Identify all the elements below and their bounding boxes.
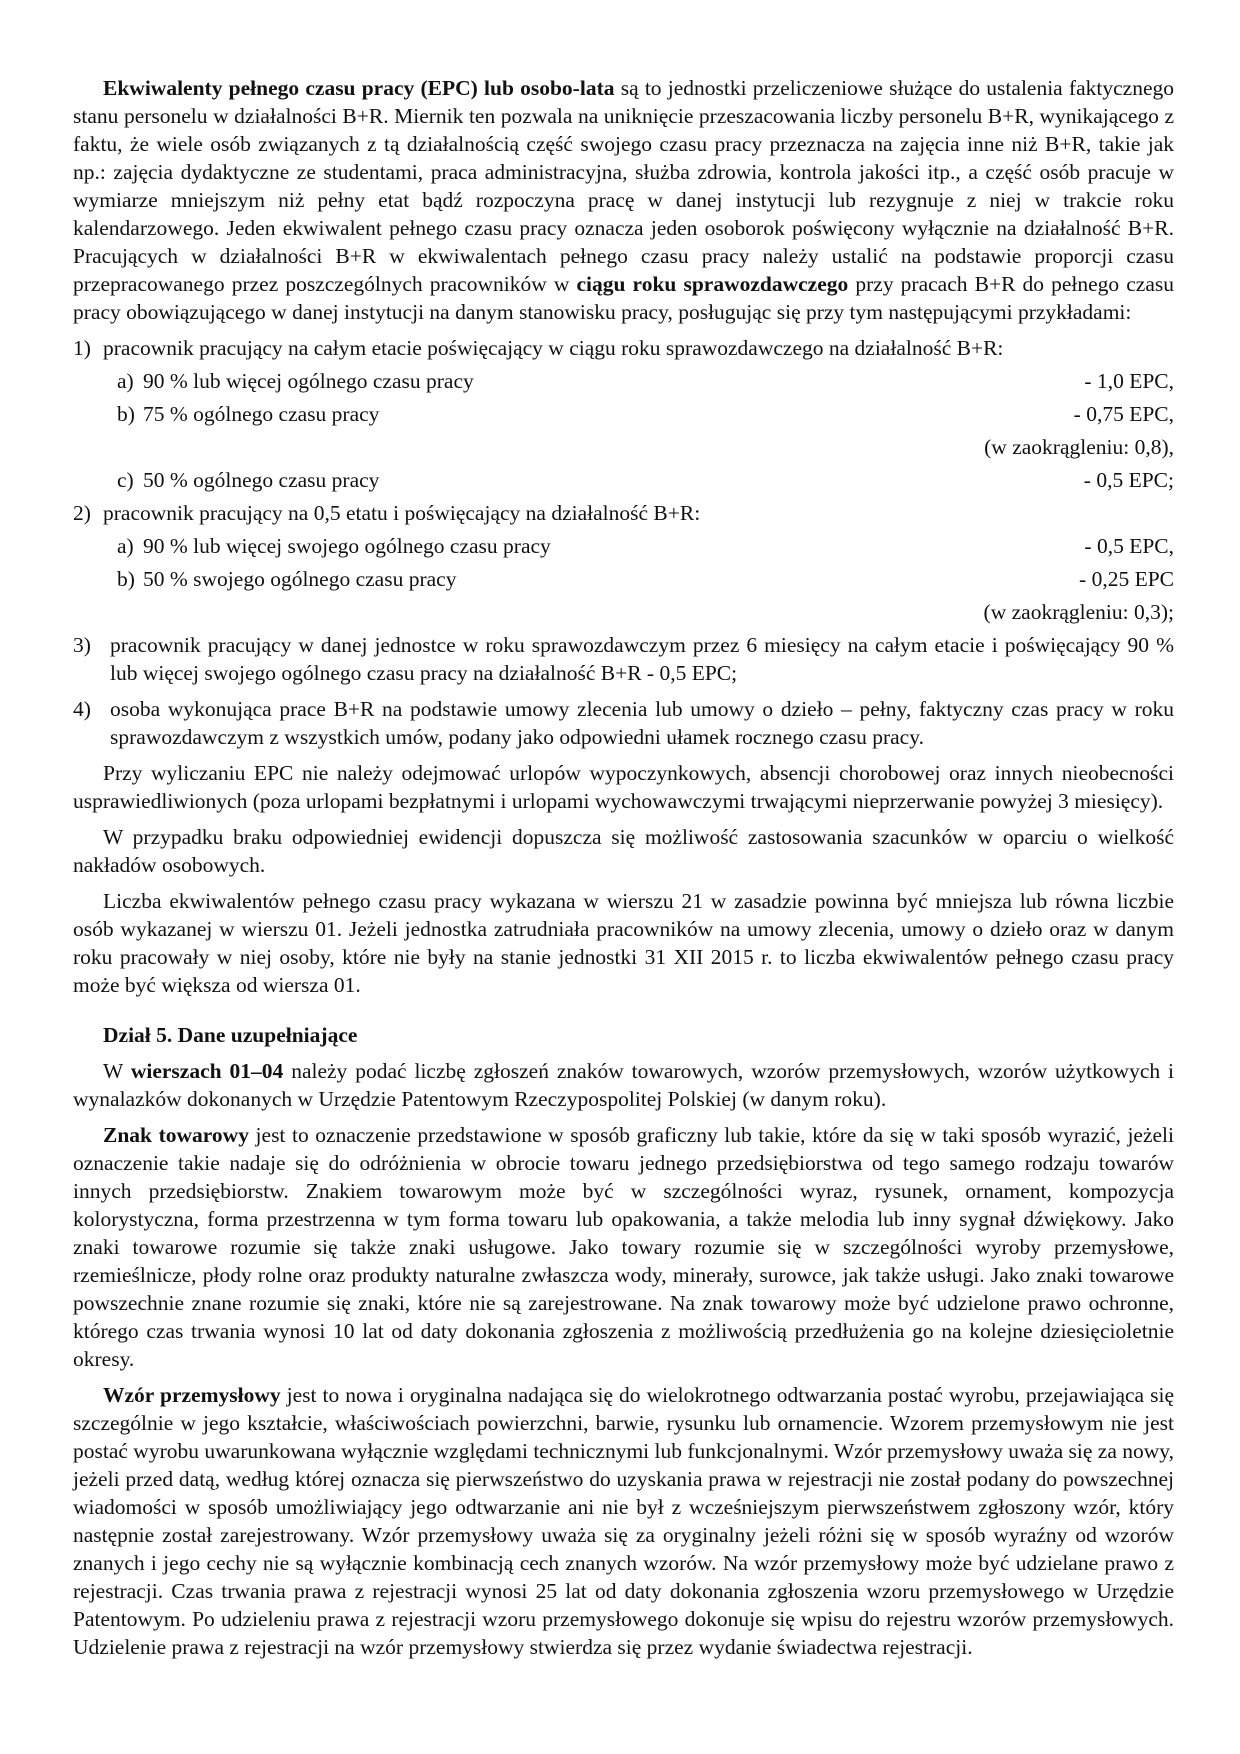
list-item (73, 334, 1174, 362)
epc-value: - 1,0 EPC, (1084, 369, 1174, 393)
sub-item: b) 50 % swojego ogólnego czasu pracy - 0,25 EPC (117, 567, 1174, 591)
paragraph-trademark: Znak towarowy jest to oznaczenie przedstawione w sposób graficzny lub takie, które da się w taki sposób wyrazić, jeżeli oznaczenie takie nadaje się do odróżnienia w obrocie towaru jednego przedsiębiorstwa od tego samego rodzaju towarów innych przedsiębiorstw. Znakiem towarowym może być w szczególności wyraz, rysunek, ornament, kompozycja kolorystyczna, forma przestrzenna w tym forma towaru lub opakowania, a także melodia lub inny sygnał dźwiękowy. Jako znaki towarowe rozumie się także znaki usługowe. Jako towary rozumie się w szczególności wyroby przemysłowe, rzemieślnicze, płody rolne oraz produkty naturalne zwłaszcza wody, minerały, surowce, jak także usługi. Jako znaki towarowe powszechnie znane rozumie się znaki, które nie są zarejestrowane. Na znak towarowy może być udzielone prawo ochronne, którego czas trwania wynosi 10 lat od daty dokonania zgłoszenia z możliwością przedłużenia go na kolejne dziesięcioletnie okresy. (73, 1123, 1175, 1371)
epc-term: Ekwiwalenty pełnego czasu pracy (EPC) lub osobo-lata (103, 76, 615, 100)
list-item-number: 1) (73, 336, 91, 360)
paragraph-industrial-design: Wzór przemysłowy jest to nowa i oryginalna nadająca się do wielokrotnego odtwarzania postać wyrobu, przejawiająca się szczególnie w jego kształcie, właściwościach powierzchni, barwie, rysunku lub ornamencie. Wzorem przemysłowym nie jest postać wyrobu uwarunkowana wyłącznie względami technicznymi lub funkcjonalnymi. Wzór przemysłowy uważa się za nowy, jeżeli przed datą, według której oznacza się pierwszeństwo do uzyskania prawa w rejestracji nie został podany do powszechnej wiadomości w sposób umożliwiający jego odtwarzanie ani nie był z wcześniejszym pierwszeństwem zgłoszony wzór, który następnie został zarejestrowany. Wzór przemysłowy uważa się za oryginalny jeżeli różni się w sposób wyraźny od wzorów znanych i jego cechy nie są wyłącznie kombinacją cech znanych wzorów. Na wzór przemysłowy może być udzielane prawo z rejestracji. Czas trwania prawa z rejestracji wynosi 25 lat od daty dokonania zgłoszenia wzoru przemysłowego w Urzędzie Patentowym. Po udzieleniu prawa z rejestracji wzoru przemysłowego dokonuje się wpisu do rejestru wzorów przemysłowych. Udzielenie prawa z rejestracji na wzór przemysłowy stwierdza się przez wydanie świadectwa rejestracji. (73, 1383, 1175, 1659)
list-item-number: 2) (73, 501, 91, 525)
list-item-number: 3) (73, 633, 91, 657)
sub-item: c) 50 % ogólnego czasu pracy - 0,5 EPC; (117, 468, 1174, 492)
epc-value: - 0,75 EPC, (1073, 402, 1174, 426)
paragraph-epc-count: Liczba ekwiwalentów pełnego czasu pracy wykazana w wierszu 21 w zasadzie powinna być mniejsza lub równa liczbie osób wykazanej w wierszu 01. Jeżeli jednostka zatrudniała pracowników na umowy zlecenia, umowy o dzieło oraz w danym roku pracowały w niej osoby, które nie były na stanie jednostki 31 XII 2015 r. to liczba ekwiwalentów pełnego czasu pracy może być większa od wiersza 01. (73, 889, 1174, 997)
epc-value: - 0,5 EPC; (1083, 468, 1174, 492)
sub-item: a) 90 % lub więcej ogólnego czasu pracy - 1,0 EPC, (117, 369, 1174, 393)
reporting-year-term: ciągu roku sprawozdawczego (576, 272, 849, 296)
list-item-number: 4) (73, 697, 91, 721)
list-item-text: pracownik pracujący na całym etacie poświęcający w ciągu roku sprawozdawczego na działalność B+R: (103, 336, 1004, 360)
sub-item: b) 75 % ogólnego czasu pracy - 0,75 EPC, (117, 402, 1174, 426)
rounding-note: (w zaokrągleniu: 0,3); (983, 600, 1174, 624)
list-item (73, 695, 1174, 751)
sub-item: a) 90 % lub więcej swojego ogólnego czasu pracy - 0,5 EPC, (117, 534, 1174, 558)
section-heading: Dział 5. Dane uzupełniające (103, 1023, 358, 1047)
paragraph-epc-definition: Ekwiwalenty pełnego czasu pracy (EPC) lub osobo-lata są to jednostki przeliczeniowe służące do ustalenia faktycznego stanu personelu w działalności B+R. Miernik ten pozwala na uniknięcie przeszacowania liczby personelu B+R, wynikającego z faktu, że wiele osób związanych z tą działalnością część swojego czasu pracy przeznacza na zajęcia inne niż B+R, takie jak np.: zajęcia dydaktyczne ze studentami, praca administracyjna, służba zdrowia, kontrola jakości itp., a część osób pracuje w wymiarze mniejszym niż pełny etat bądź rozpoczyna pracę w danej instytucji lub rezygnuje z niej w trakcie roku kalendarzowego. Jeden ekwiwalent pełnego czasu pracy oznacza jeden osoborok poświęcony wyłącznie na działalność B+R. Pracujących w działalności B+R w ekwiwalentach pełnego czasu pracy należy ustalić na podstawie proporcji czasu przepracowanego przez poszczególnych pracowników w ciągu roku sprawozdawczego przy pracach B+R do pełnego czasu pracy obowiązującego w danej instytucji na danym stanowisku pracy, posługując się przy tym następującymi przykładami: (73, 76, 1175, 324)
paragraph-absences: Przy wyliczaniu EPC nie należy odejmować urlopów wypoczynkowych, absencji chorobowej oraz innych nieobecności usprawiedliwionych (poza urlopami bezpłatnymi i urlopami wychowawczymi trwającymi nieprzerwanie powyżej 3 miesięcy). (73, 761, 1174, 813)
list-item-text: osoba wykonująca prace B+R na podstawie umowy zlecenia lub umowy o dzieło – pełny, faktyczny czas pracy w roku sprawozdawczym z wszystkich umów, podany jako odpowiedni ułamek rocznego czasu pracy. (110, 697, 1174, 749)
epc-value: - 0,5 EPC, (1084, 534, 1174, 558)
rounding-note: (w zaokrągleniu: 0,8), (984, 435, 1174, 459)
list-item-text: pracownik pracujący na 0,5 etatu i poświęcający na działalność B+R: (103, 501, 701, 525)
list-item (73, 631, 1174, 687)
list-item (73, 499, 1174, 527)
list-item-text: pracownik pracujący w danej jednostce w roku sprawozdawczym przez 6 miesięcy na całym etacie i poświęcający 90 % lub więcej swojego ogólnego czasu pracy na działalność B+R - 0,5 EPC; (110, 633, 1174, 685)
paragraph-estimates: W przypadku braku odpowiedniej ewidencji dopuszcza się możliwość zastosowania szacunków w oparciu o wielkość nakładów osobowych. (73, 825, 1174, 877)
paragraph-rows-01-04: W wierszach 01–04 należy podać liczbę zgłoszeń znaków towarowych, wzorów przemysłowych, wzorów użytkowych i wynalazków dokonanych w Urzędzie Patentowym Rzeczypospolitej Polskiej (w danym roku). (73, 1059, 1175, 1111)
epc-examples-list (73, 334, 1174, 751)
epc-value: - 0,25 EPC (1079, 567, 1174, 591)
